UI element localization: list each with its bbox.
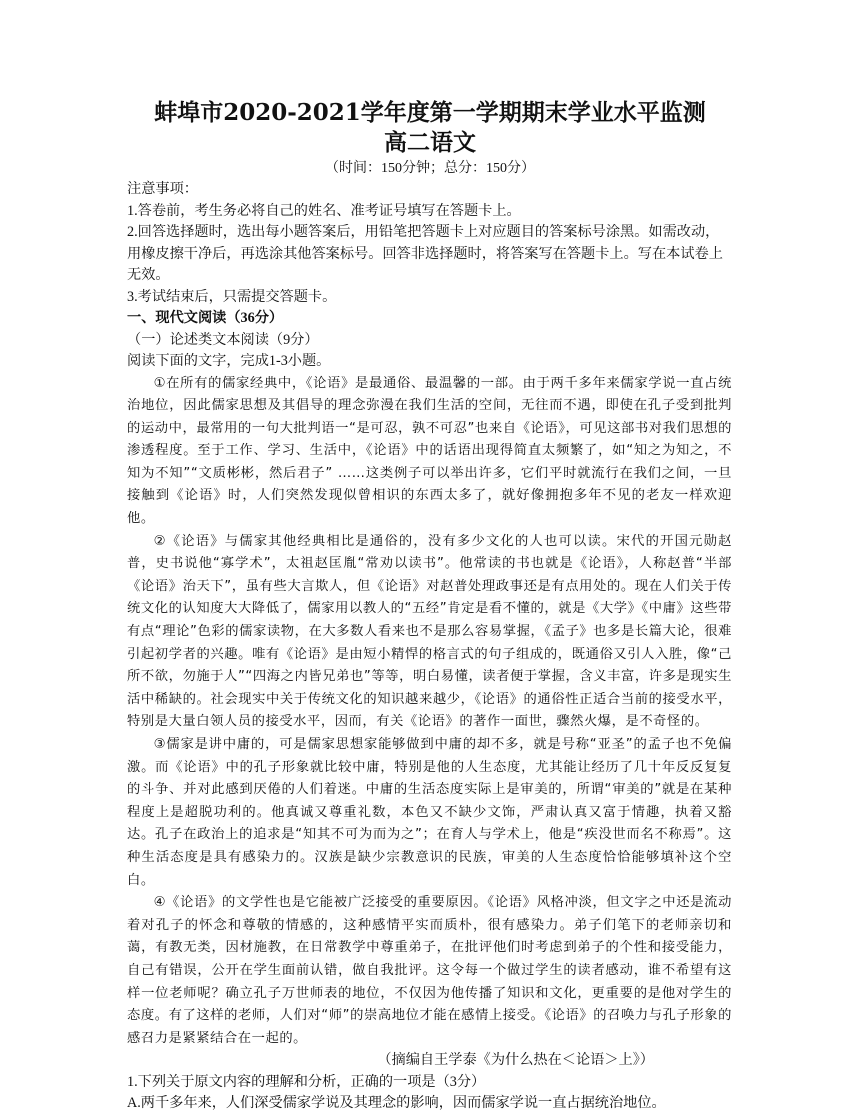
passage-paragraph-2: ②《论语》与儒家其他经典相比是通俗的，没有多少文化的人也可以读。宋代的开国元勋赵普，史书说他“寡学术”，太祖赵匡胤“常劝以读书”。他常读的书也就是《论语》，人称赵普“半部《论语》治天下”，虽有些大言欺人，但《论语》对赵普处理政事还是有点用处的。现在人们关于传统文化的认知度大大降低了，儒家用以教人的“五经”肯定是看不懂的，就是《大学》《中庸》这些带有点“理论”色彩的儒家读物，在大多数人看来也不是那么容易掌握，《孟子》也多是长篇大论，很难引起初学者的兴趣。唯有《论语》是由短小精悍的格言式的句子组成的，既通俗又引人入胜，像“己所不欲，勿施于人”“四海之内皆兄弟也”等等，明白易懂，读者便于掌握，含义丰富，许多是现实生活中稀缺的。社会现实中关于传统文化的知识越来越少，《论语》的通俗性正适合当前的接受水平，特别是大量白领人员的接受水平，因而，有关《论语》的著作一面世，骤然火爆，是不奇怪的。 <box>127 533 732 730</box>
passage-paragraph-1: ①在所有的儒家经典中，《论语》是最通俗、最温馨的一部。由于两千多年来儒家学说一直占统治地位，因此儒家思想及其倡导的理念弥漫在我们生活的空间，无往而不遇，即使在孔子受到批判的运动中，最常用的一句大批判语一“是可忍，孰不可忍”也来自《论语》，可见这部书对我们思想的渗透程度。至于工作、学习、生活中，《论语》中的话语出现得简直太频繁了，如“知之为知之，不知为不知”“文质彬彬，然后君子” ……这类例子可以举出许多，它们平时就流行在我们之间，一旦接触到《论语》时，人们突然发现似曾相识的东西太多了，就好像拥抱多年不见的老友一样欢迎他。 <box>127 375 732 527</box>
subsection-heading: （一）论述类文本阅读（9分） <box>127 331 319 348</box>
passage-paragraph-4: ④《论语》的文学性也是它能被广泛接受的重要原因。《论语》风格冲淡，但文字之中还是流动着对孔子的怀念和尊敬的情感的，这种感情平实而质朴，很有感染力。弟子们笔下的老师亲切和蔼，有教无类，因材施教，在日常教学中尊重弟子，在批评他们时考虑到弟子的个性和接受能力，自己有错误，公开在学生面前认错，做自我批评。这令每一个做过学生的读者感动，谁不希望有这样一位老师呢？确立孔子万世师表的地位，不仅因为他传播了知识和文化，更重要的是他对学生的态度。有了这样的老师，人们对“师”的崇高地位才能在感情上接受。《论语》的召唤力与孔子形象的感召力是紧紧结合在一起的。 <box>127 895 732 1046</box>
passage-paragraph-3: ③儒家是讲中庸的，可是儒家思想家能够做到中庸的却不多，就是号称“亚圣”的孟子也不免偏激。而《论语》中的孔子形象就比较中庸，特别是他的人生态度，尤其能让经历了几十年反反复复的斗争、并对此感到厌倦的人们着迷。中庸的生活态度实际上是审美的，所谓“审美的”就是在某种程度上是超脱功利的。他真诚又尊重礼数，本色又不缺少文饰，严肃认真又富于情趣，执着又豁达。孔子在政治上的追求是“知其不可为而为之”；在育人与学术上，他是“疾没世而名不称焉”。这种生活态度是具有感染力的。汉族是缺少宗教意识的民族，审美的人生态度恰恰能够填补这个空白。 <box>127 737 732 888</box>
exam-body <box>127 179 732 1115</box>
notice-item-1: 1.答卷前，考生务必将自己的姓名、准考证号填写在答题卡上。 <box>127 202 521 219</box>
notice-item-3: 3.考试结束后，只需提交答题卡。 <box>127 288 337 305</box>
exam-time-score: （时间：150分钟；总分：150分） <box>325 161 535 176</box>
reading-instruction: 阅读下面的文字，完成1-3小题。 <box>127 353 331 369</box>
section-heading: 一、现代文阅读（36分） <box>127 310 284 326</box>
notice-heading: 注意事项： <box>127 181 198 197</box>
question-1-stem: 1.下列关于原文内容的理解和分析，正确的一项是（3分） <box>127 1073 486 1090</box>
exam-title: 蚌埠市2020-2021学年度第一学期期末学业水平监测 <box>154 99 706 126</box>
notice-item-2: 2.回答选择题时，选出每小题答案后，用铅笔把答题卡上对应题目的答案标号涂黑。如需改动，用橡皮擦干净后，再选涂其他答案标号。回答非选择题时，将答案写在答题卡上。写在本试卷上无效。 <box>127 224 723 283</box>
passage-source: （摘编自王学泰《为什么热在＜论语＞上》） <box>377 1052 654 1069</box>
question-1-option-a: A.两千多年来，人们深受儒家学说及其理念的影响，因而儒家学说一直占据统治地位。 <box>127 1095 666 1112</box>
exam-subject: 高二语文 <box>384 129 476 156</box>
